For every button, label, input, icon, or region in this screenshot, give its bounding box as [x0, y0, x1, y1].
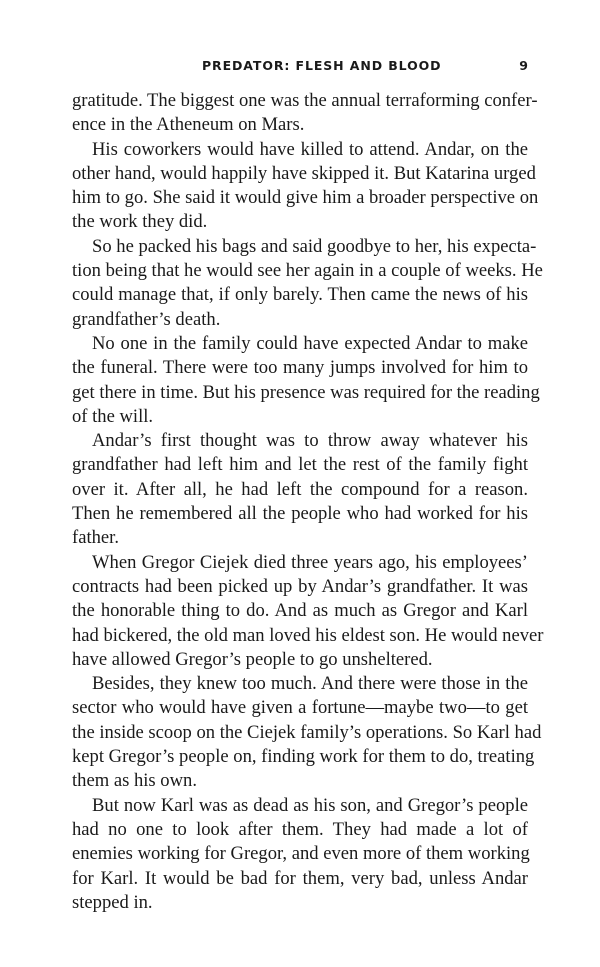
- text-line: sector who would have given a fortune—maybe two—to get: [72, 697, 528, 719]
- text-line: could manage that, if only barely. Then came the news of his: [72, 284, 528, 306]
- text-line: Andar’s first thought was to throw away whatever his: [92, 430, 528, 452]
- text-line: the inside scoop on the Ciejek family’s operations. So Karl had: [72, 721, 542, 743]
- text-line: When Gregor Ciejek died three years ago, his employees’: [92, 551, 528, 573]
- paragraph: [72, 138, 539, 235]
- text-line: have allowed Gregor’s people to go unsheltered.: [72, 648, 433, 670]
- text-line: So he packed his bags and said goodbye to her, his expecta-: [92, 235, 537, 257]
- running-title: PREDATOR: FLESH AND BLOOD: [202, 58, 442, 73]
- paragraph: [72, 672, 542, 793]
- text-line: Then he remembered all the people who had worked for his: [72, 503, 528, 525]
- text-line: Besides, they knew too much. And there were those in the: [92, 673, 528, 695]
- paragraph: [72, 794, 528, 915]
- text-line: over it. After all, he had left the compound for a reason.: [72, 478, 528, 500]
- text-line: him to go. She said it would give him a broader perspective on: [72, 187, 539, 209]
- text-line: stepped in.: [72, 891, 153, 913]
- text-line: them as his own.: [72, 770, 197, 792]
- text-line: contracts had been picked up by Andar’s grandfather. It was: [72, 575, 528, 597]
- paragraph: [72, 332, 540, 429]
- text-line: tion being that he would see her again in a couple of weeks. He: [72, 260, 543, 282]
- text-line: for Karl. It would be bad for them, very bad, unless Andar: [72, 867, 528, 889]
- text-line: of the will.: [72, 405, 154, 427]
- paragraph: [72, 235, 543, 332]
- text-line: gratitude. The biggest one was the annual terraforming confer-: [72, 90, 538, 111]
- text-line: enemies working for Gregor, and even more of them working: [72, 843, 530, 865]
- paragraph: [72, 429, 528, 550]
- text-line: grandfather had left him and let the rest of the family fight: [72, 454, 528, 476]
- text-line: grandfather’s death.: [72, 308, 221, 330]
- text-line: get there in time. But his presence was required for the reading: [72, 381, 540, 403]
- text-line: But now Karl was as dead as his son, and Gregor’s people: [92, 794, 528, 816]
- text-line: the work they did.: [72, 211, 208, 233]
- paragraph: [72, 551, 544, 672]
- text-line: His coworkers would have killed to attend. Andar, on the: [92, 138, 528, 160]
- text-line: the honorable thing to do. And as much as Gregor and Karl: [72, 600, 528, 622]
- text-line: had no one to look after them. They had made a lot of: [72, 818, 528, 840]
- paragraph: [72, 89, 538, 138]
- page-number: 9: [519, 58, 528, 73]
- text-line: the funeral. There were too many jumps involved for him to: [72, 357, 528, 379]
- text-line: other hand, would happily have skipped it. But Katarina urged: [72, 162, 536, 184]
- text-line: father.: [72, 527, 119, 549]
- text-line: kept Gregor’s people on, finding work for them to do, treating: [72, 746, 535, 768]
- text-line: had bickered, the old man loved his eldest son. He would never: [72, 624, 544, 646]
- running-header: [72, 58, 528, 78]
- text-line: No one in the family could have expected Andar to make: [92, 332, 528, 354]
- text-line: ence in the Atheneum on Mars.: [72, 114, 305, 136]
- body-text: [72, 89, 544, 915]
